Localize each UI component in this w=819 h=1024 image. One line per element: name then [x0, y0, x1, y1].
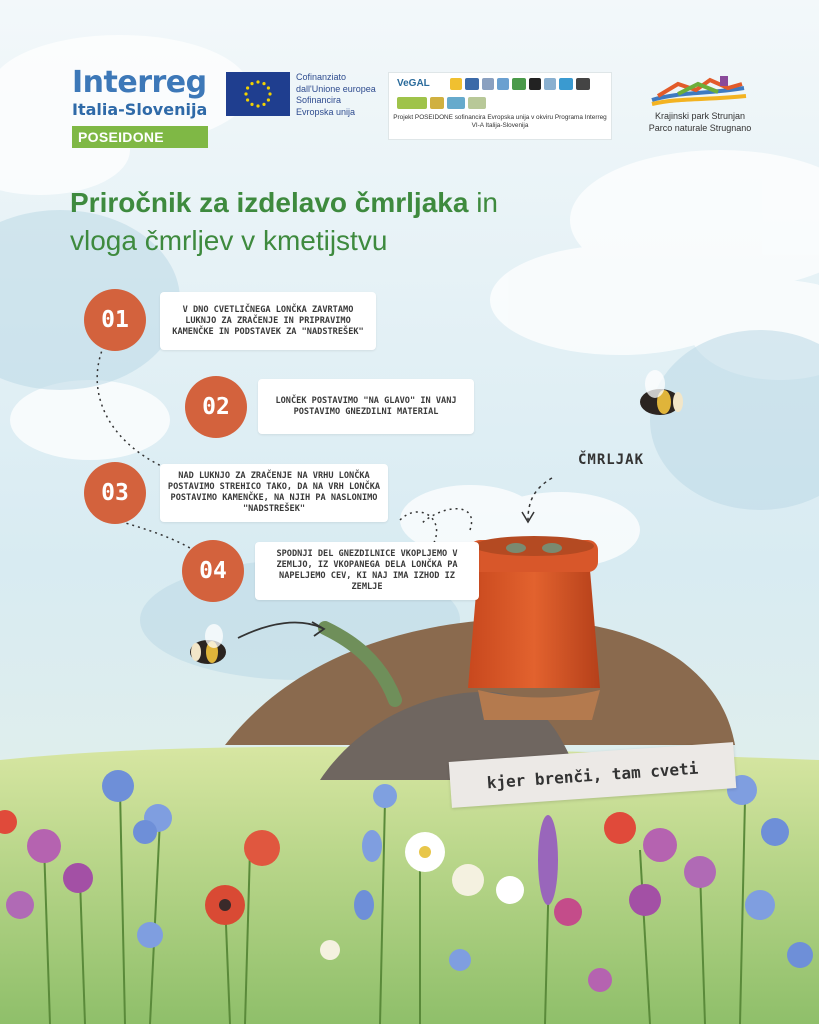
eu-text-line: Sofinancira [296, 95, 342, 105]
eu-text-line: Cofinanziato [296, 72, 347, 82]
step-card-4: SPODNJI DEL GNEZDILNICE VKOPLJEMO V ZEMLJO, IZ VKOPANEGA DELA LONČKA PA NAPELJEMO CEV, KI NAJ IMA IZHOD IZ ZEMLJE [255, 542, 479, 600]
partner-logos [389, 73, 611, 112]
interreg-brand: Interreg [72, 65, 207, 100]
step-card-3: NAD LUKNJO ZA ZRAČENJE NA VRHU LONČKA POSTAVIMO STREHICO TAKO, DA NA VRH LONČKA POSTAVIMO KAMENČKE, NA NJIH PA NASLONIMO "NADSTREŠEK" [160, 464, 388, 522]
park-name-it: Parco naturale Strugnano [648, 123, 752, 133]
interreg-logo [72, 65, 212, 148]
step-card-1: V DNO CVETLIČNEGA LONČKA ZAVRTAMO LUKNJO ZA ZRAČENJE IN PRIPRAVIMO KAMENČKE IN PODSTAVEK ZA "NADSTREŠEK" [160, 292, 376, 350]
partners-note: Projekt POSEIDONE sofinancira Evropska unija v okviru Programa Interreg VI-A Italija-Slovenija [393, 114, 607, 129]
park-name [640, 110, 760, 134]
title-line2: vloga čmrljev v kmetijstvu [70, 225, 388, 256]
step-card-2: LONČEK POSTAVIMO "NA GLAVO" IN VANJ POSTAVIMO GNEZDILNI MATERIAL [258, 379, 474, 434]
interreg-country: Italia-Slovenija [72, 100, 208, 119]
title-rest: in [468, 187, 498, 218]
bumblebee-label: ČMRLJAK [578, 452, 645, 468]
title-bold: Priročnik za izdelavo čmrljaka [70, 187, 469, 218]
page-title [70, 184, 650, 260]
eu-flag-icon [226, 72, 290, 116]
step-number-4: 04 [182, 540, 244, 602]
eu-text-line: dall'Unione europea [296, 83, 376, 94]
step-number-2: 02 [185, 376, 247, 438]
eu-cofinancing-text [296, 72, 376, 118]
partner-logos-box [388, 72, 612, 140]
step-number-3: 03 [84, 462, 146, 524]
step-number-1: 01 [84, 289, 146, 351]
eu-text-line: Evropska unija [296, 106, 356, 117]
park-name-sl: Krajinski park Strunjan [654, 111, 746, 121]
slogan-banner: kjer brenči, tam cveti [449, 742, 737, 808]
park-logo-icon [648, 74, 752, 110]
project-badge: POSEIDONE [72, 126, 208, 148]
vegal-logo: VeGAL [397, 78, 447, 90]
